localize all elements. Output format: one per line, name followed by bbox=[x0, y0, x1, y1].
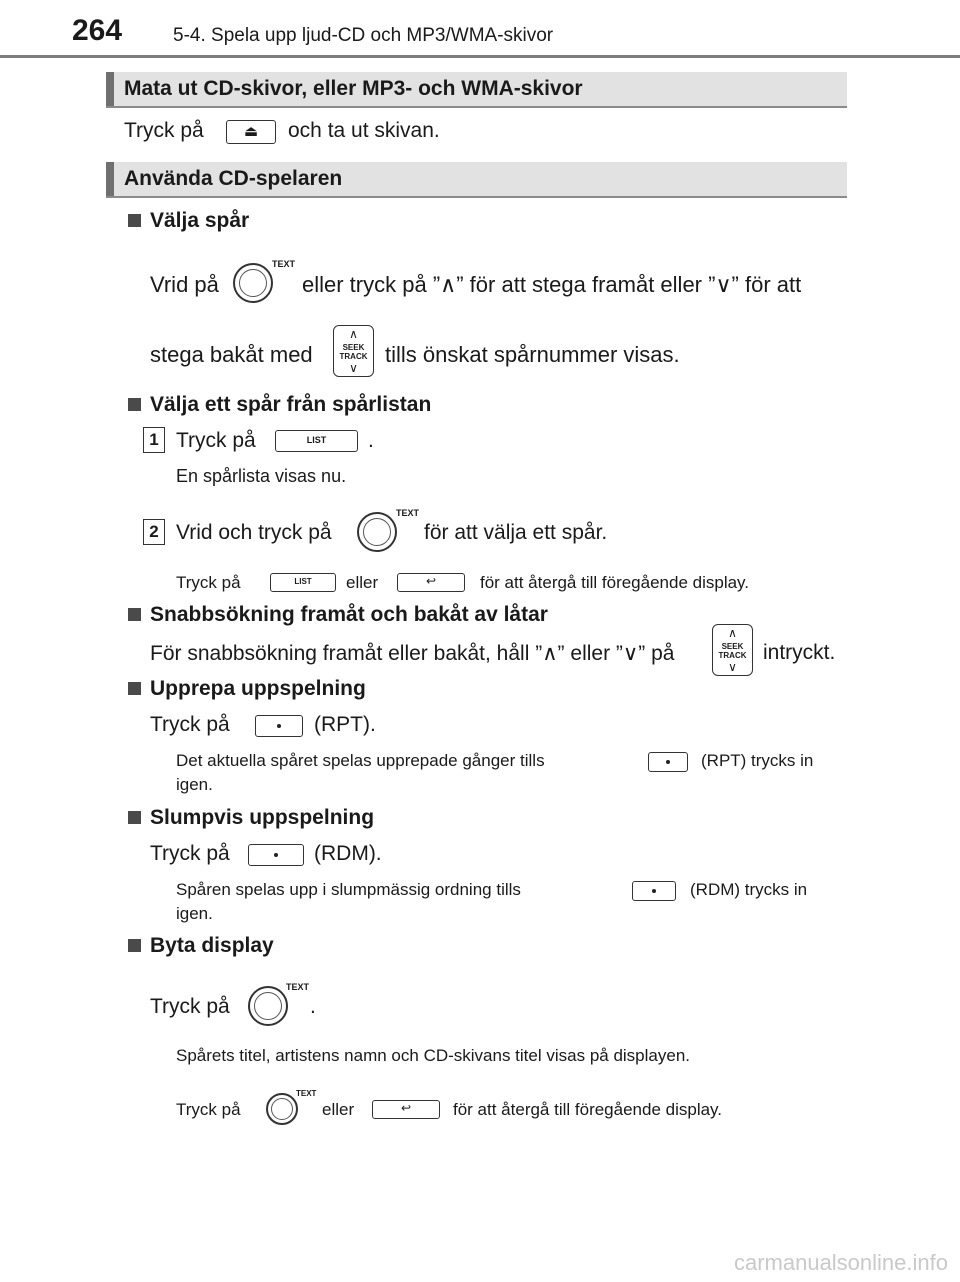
step1-post: . bbox=[368, 429, 374, 452]
eject-icon: ⏏ bbox=[243, 123, 259, 140]
heading-fast-search: Snabbsökning framåt och bakåt av låtar bbox=[150, 603, 548, 626]
fast-search-pre: För snabbsökning framåt eller bakåt, håll ”∧” eller ”∨” på bbox=[150, 642, 675, 665]
page-number: 264 bbox=[72, 14, 123, 47]
knob-text-label: TEXT bbox=[272, 259, 296, 269]
section-cd-player bbox=[106, 162, 847, 198]
eject-pre: Tryck på bbox=[124, 119, 204, 142]
knob-text-label: TEXT bbox=[396, 508, 420, 518]
section-title: Mata ut CD-skivor, eller MP3- och WMA-skivor bbox=[124, 77, 583, 100]
repeat-note-post: (RPT) trycks in bbox=[701, 751, 814, 770]
button-dot bbox=[666, 760, 670, 764]
heading-random: Slumpvis uppspelning bbox=[150, 806, 375, 829]
random-note-pre: Spåren spelas upp i slumpmässig ordning tills bbox=[176, 880, 521, 899]
bullet bbox=[128, 939, 141, 952]
tune-knob-icon bbox=[248, 986, 288, 1026]
tune-knob-icon bbox=[357, 512, 397, 552]
display-note2-post: för att återgå till föregående display. bbox=[453, 1100, 723, 1119]
display-note1: Spårets titel, artistens namn och CD-skivans titel visas på displayen. bbox=[176, 1046, 691, 1065]
display-pre: Tryck på bbox=[150, 995, 230, 1018]
repeat-post: (RPT). bbox=[314, 713, 376, 736]
step2-pre: Vrid och tryck på bbox=[176, 521, 332, 544]
step1-note: En spårlista visas nu. bbox=[176, 466, 347, 486]
heading-display: Byta display bbox=[150, 934, 274, 957]
display-note2-mid: eller bbox=[322, 1100, 355, 1119]
list-icon-label: LIST bbox=[306, 435, 327, 445]
display-post: . bbox=[310, 995, 316, 1018]
button-dot bbox=[274, 853, 278, 857]
select-track-l2-pre: stega bakåt med bbox=[150, 342, 313, 367]
knob-text-label: TEXT bbox=[286, 982, 310, 992]
rdm-button-icon bbox=[248, 844, 304, 866]
rdm-button-icon bbox=[632, 881, 676, 901]
list-button-icon bbox=[270, 573, 336, 592]
bullet bbox=[128, 811, 141, 824]
select-track-l1-post: eller tryck på ”∧” för att stega framåt eller ”∨” för att bbox=[302, 272, 802, 297]
rpt-button-icon bbox=[255, 715, 303, 737]
tune-knob-icon bbox=[233, 263, 273, 303]
heading-repeat: Upprepa uppspelning bbox=[150, 677, 366, 700]
repeat-note-l2: igen. bbox=[176, 775, 213, 794]
random-post: (RDM). bbox=[314, 842, 382, 865]
section-eject bbox=[106, 72, 847, 108]
bullet bbox=[128, 398, 141, 411]
seek-track-icon: ∧ SEEK TRACK ∨ bbox=[333, 325, 374, 377]
back-icon: ↩ bbox=[400, 1101, 412, 1115]
heading-select-track: Välja spår bbox=[150, 209, 250, 232]
rpt-button-icon bbox=[648, 752, 688, 772]
tune-knob-icon bbox=[266, 1093, 298, 1125]
repeat-note-pre: Det aktuella spåret spelas upprepade gånger tills bbox=[176, 751, 545, 770]
knob-text-label: TEXT bbox=[296, 1089, 317, 1098]
step1-pre: Tryck på bbox=[176, 429, 256, 452]
step2-note-post: för att återgå till föregående display. bbox=[480, 573, 750, 592]
section-title: Använda CD-spelaren bbox=[124, 167, 343, 190]
heading-track-list: Välja ett spår från spårlistan bbox=[150, 393, 432, 416]
back-button-icon bbox=[397, 573, 465, 592]
seek-track-icon: ∧ SEEK TRACK ∨ bbox=[712, 624, 753, 676]
bullet bbox=[128, 214, 141, 227]
select-track-l2-post: tills önskat spårnummer visas. bbox=[385, 342, 680, 367]
step-number: 2 bbox=[143, 519, 165, 545]
random-pre: Tryck på bbox=[150, 842, 230, 865]
section-accent bbox=[106, 72, 114, 106]
section-accent bbox=[106, 162, 114, 196]
display-note2-pre: Tryck på bbox=[176, 1100, 241, 1119]
eject-button-icon bbox=[226, 120, 276, 144]
step2-note-mid: eller bbox=[346, 573, 379, 592]
back-icon: ↩ bbox=[425, 574, 437, 588]
select-track-l1-pre: Vrid på bbox=[150, 272, 219, 297]
step2-note-pre: Tryck på bbox=[176, 573, 241, 592]
eject-post: och ta ut skivan. bbox=[288, 119, 440, 142]
repeat-pre: Tryck på bbox=[150, 713, 230, 736]
button-dot bbox=[652, 889, 656, 893]
header-rule bbox=[0, 55, 960, 58]
bullet bbox=[128, 682, 141, 695]
bullet bbox=[128, 608, 141, 621]
step-number: 1 bbox=[143, 427, 165, 453]
list-button-icon bbox=[275, 430, 358, 452]
random-note-l2: igen. bbox=[176, 904, 213, 923]
step2-post: för att välja ett spår. bbox=[424, 521, 608, 544]
button-dot bbox=[277, 724, 281, 728]
chapter-title: 5-4. Spela upp ljud-CD och MP3/WMA-skivor bbox=[173, 25, 554, 46]
watermark: carmanualsonline.info bbox=[733, 1250, 948, 1275]
fast-search-post: intryckt. bbox=[763, 641, 836, 664]
random-note-post: (RDM) trycks in bbox=[690, 880, 808, 899]
list-icon-label: LIST bbox=[294, 577, 312, 586]
eject-instruction bbox=[124, 119, 204, 143]
back-button-icon bbox=[372, 1100, 440, 1119]
